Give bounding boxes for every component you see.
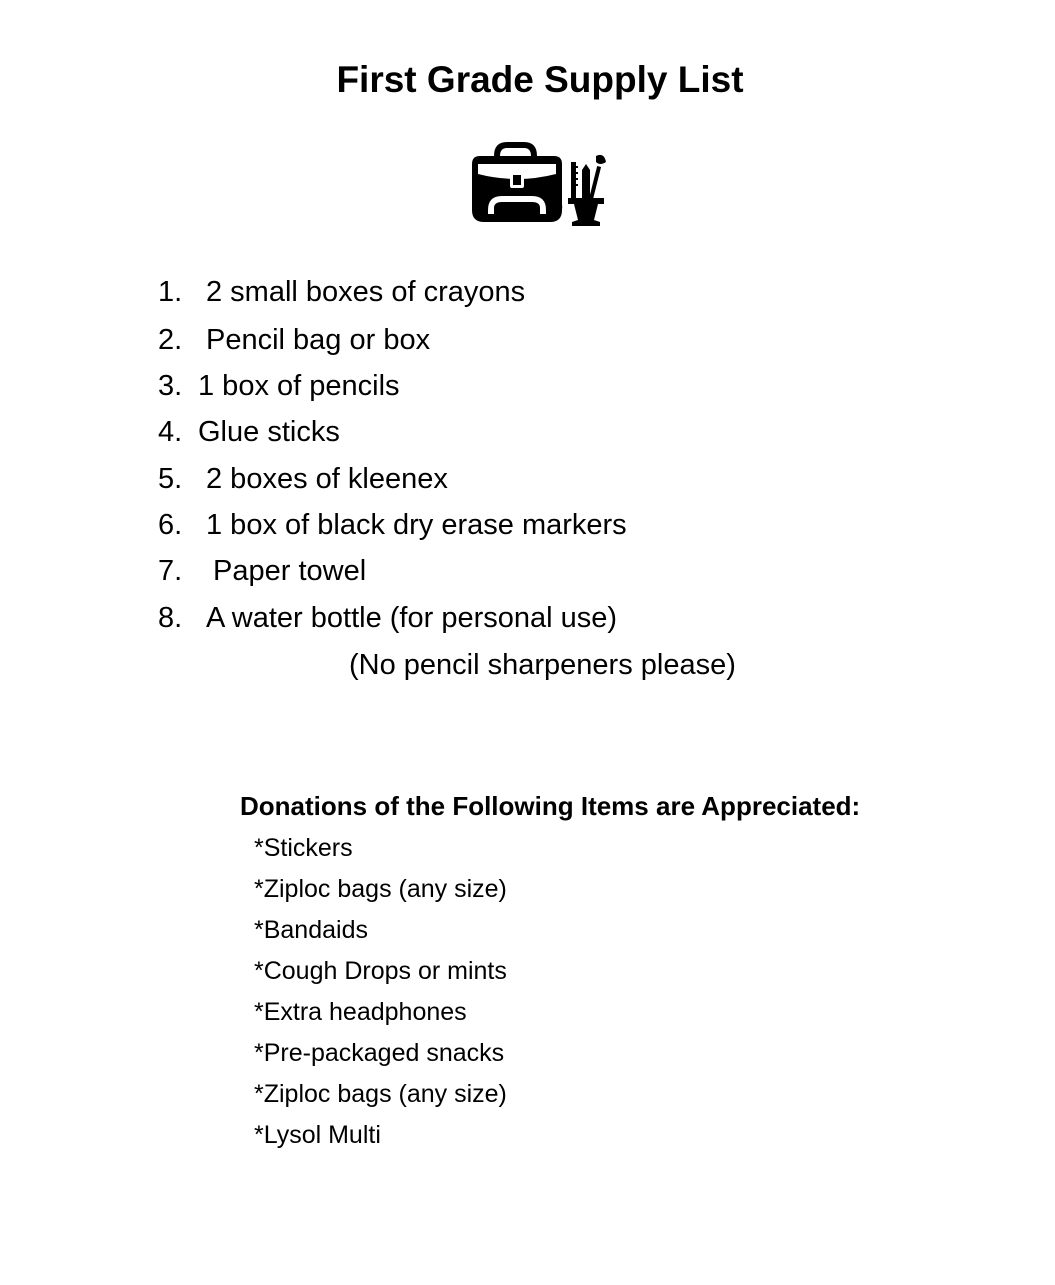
donation-item: *Ziploc bags (any size) <box>254 1080 507 1108</box>
item-text: 2 small boxes of crayons <box>206 276 526 308</box>
item-number: 1. <box>158 276 183 308</box>
item-text: A water bottle (for personal use) <box>206 602 618 634</box>
no-sharpeners-note: (No pencil sharpeners please) <box>349 649 736 681</box>
item-number: 2. <box>158 324 183 356</box>
item-number: 5. <box>158 463 183 495</box>
item-text: Pencil bag or box <box>206 324 431 356</box>
list-item <box>158 368 400 404</box>
list-item <box>158 507 627 543</box>
backpack-icon <box>472 142 562 222</box>
list-item <box>158 414 340 450</box>
item-text: 1 box of black dry erase markers <box>206 509 627 541</box>
item-text: 1 box of pencils <box>198 370 400 402</box>
page-title: First Grade Supply List <box>336 59 744 100</box>
pencil-cup-icon <box>568 155 606 226</box>
list-item <box>158 322 430 358</box>
list-item <box>158 461 448 497</box>
list-item <box>158 600 617 636</box>
donation-item: *Bandaids <box>254 916 368 944</box>
item-text: Glue sticks <box>198 416 340 448</box>
donations-heading: Donations of the Following Items are Appreciated: <box>240 791 861 821</box>
item-number: 6. <box>158 509 183 541</box>
donation-item: *Cough Drops or mints <box>254 957 507 985</box>
item-text: Paper towel <box>213 555 367 587</box>
item-number: 8. <box>158 602 183 634</box>
item-number: 4. <box>158 416 183 448</box>
donation-item: *Extra headphones <box>254 998 467 1026</box>
donation-item: *Ziploc bags (any size) <box>254 875 507 903</box>
donation-item: *Lysol Multi <box>254 1121 381 1149</box>
item-number: 3. <box>158 370 183 402</box>
donation-item: *Pre-packaged snacks <box>254 1039 505 1067</box>
school-supplies-illustration <box>472 140 612 226</box>
list-item <box>158 274 525 310</box>
item-number: 7. <box>158 555 183 587</box>
donation-item: *Stickers <box>254 834 353 862</box>
item-text: 2 boxes of kleenex <box>206 463 448 495</box>
list-item <box>158 553 366 589</box>
